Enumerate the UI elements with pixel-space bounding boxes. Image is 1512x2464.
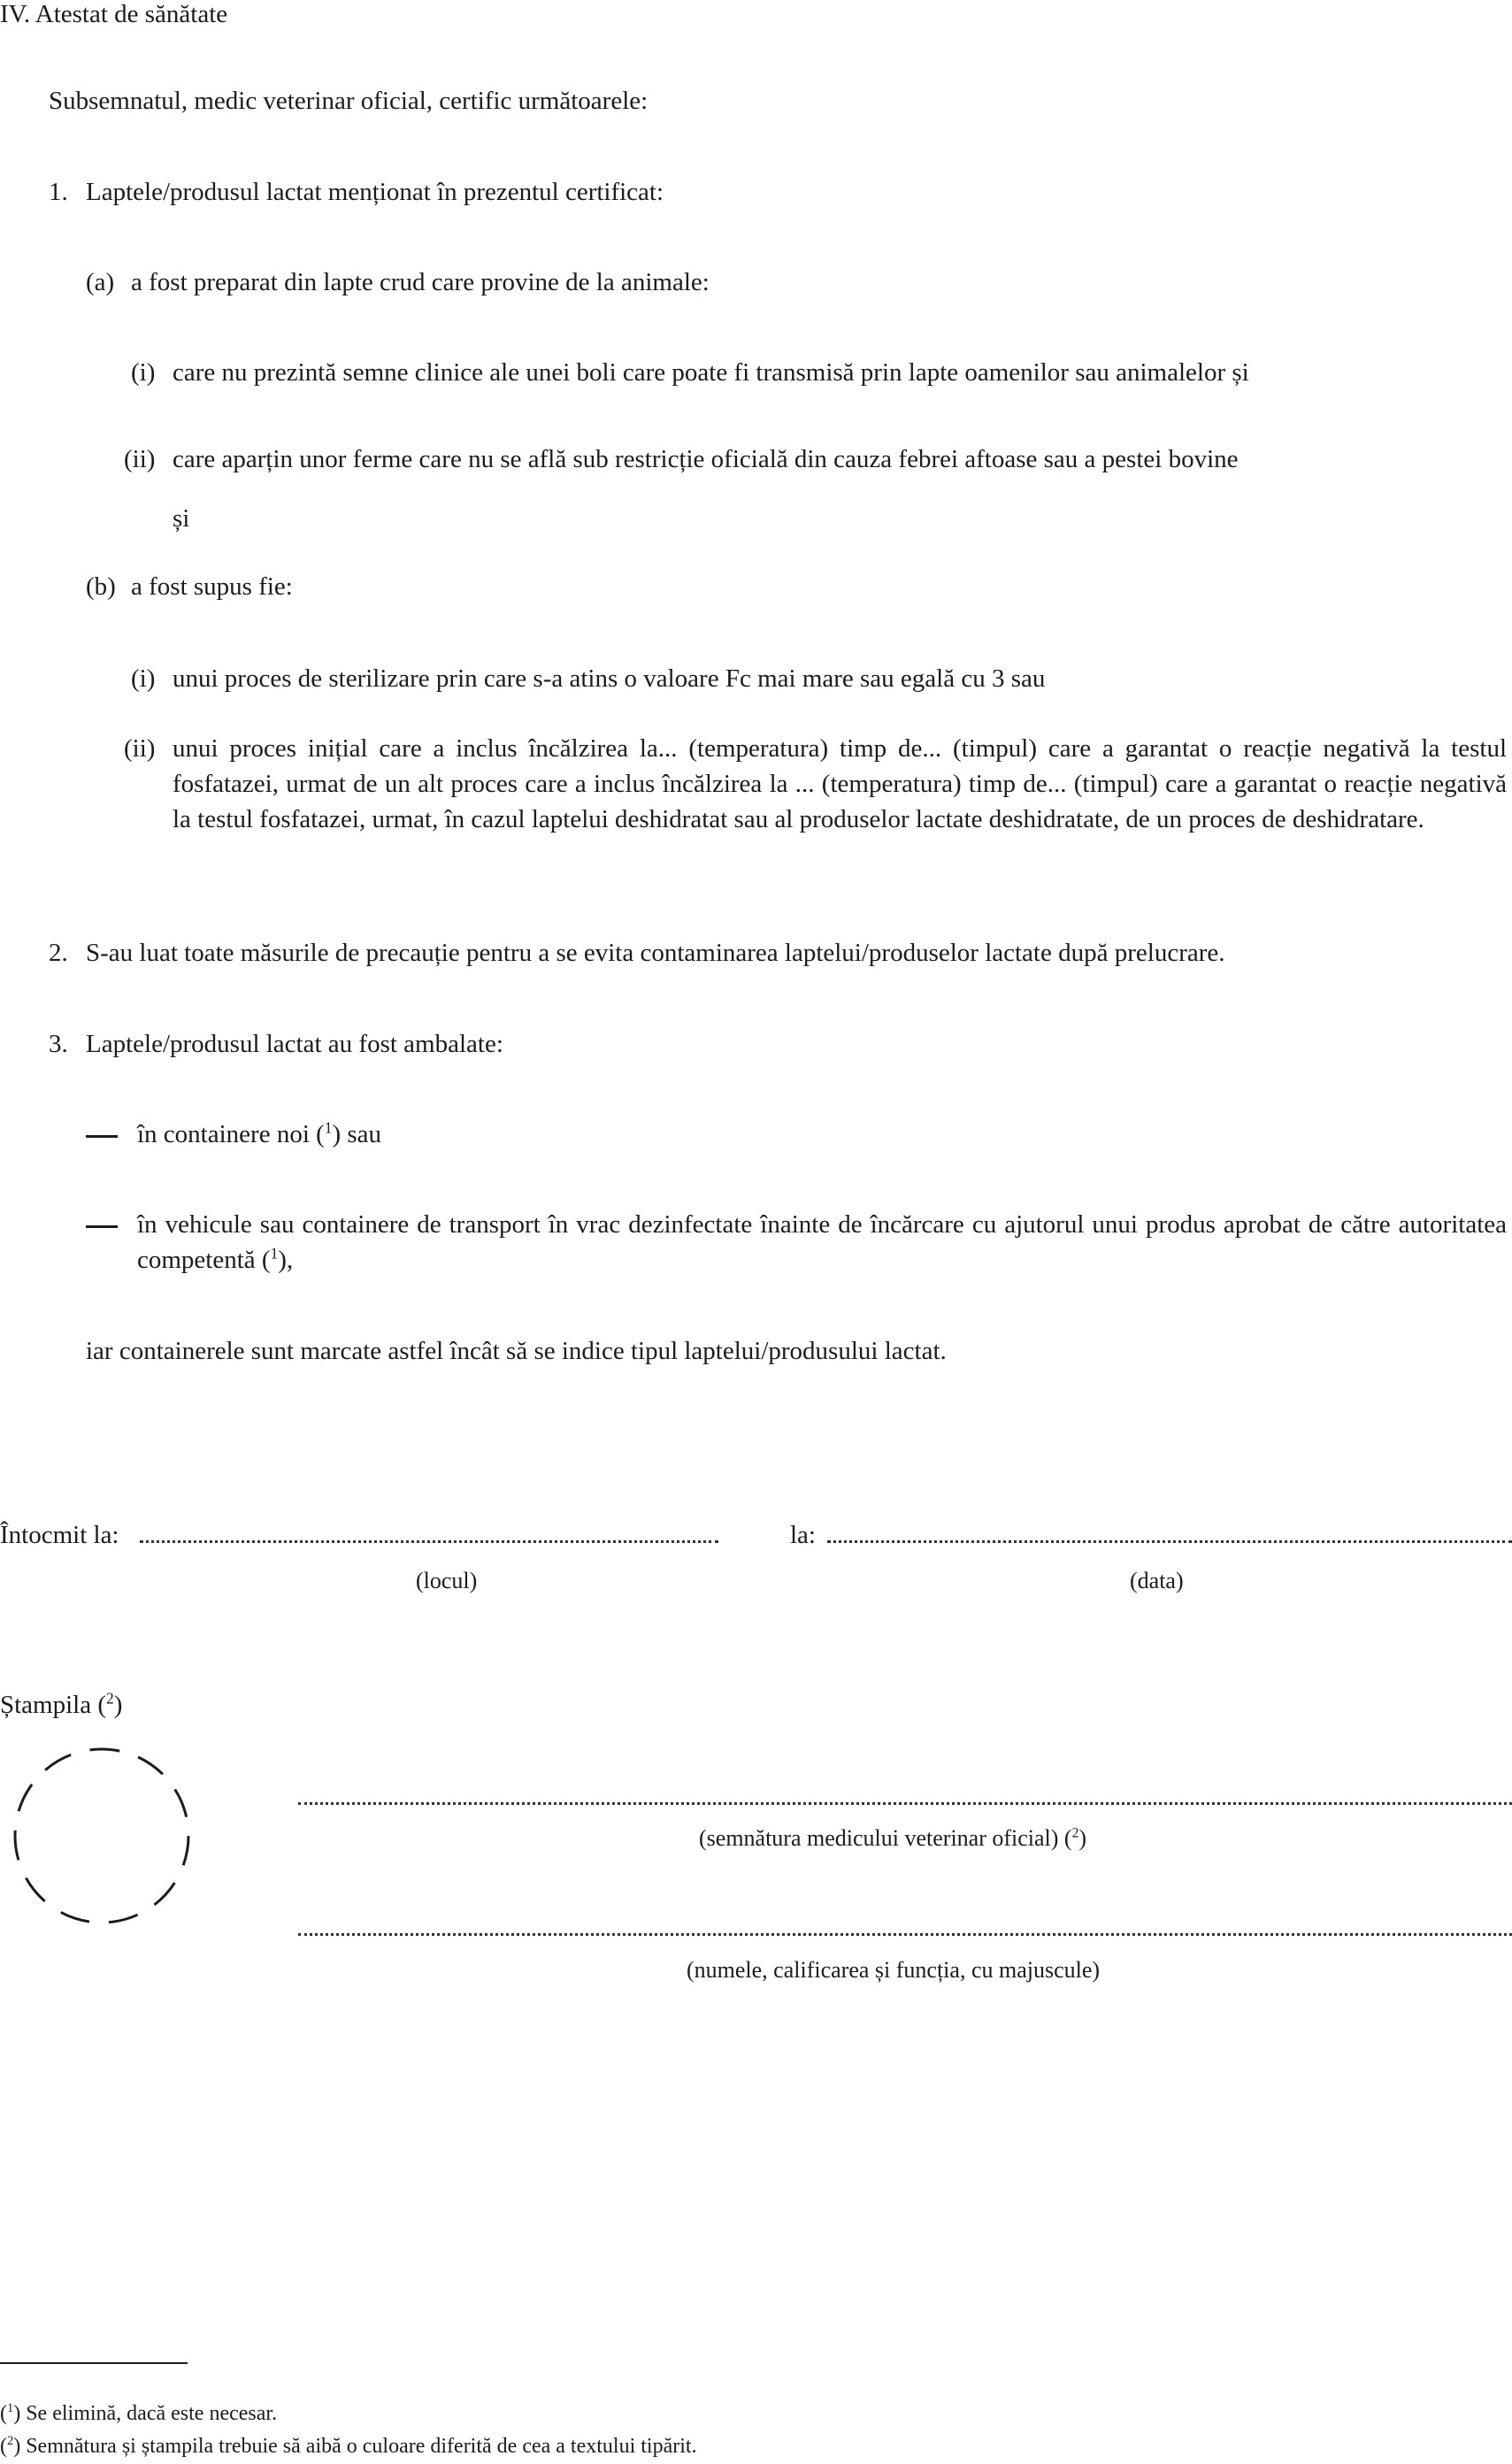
item-number: (a) bbox=[86, 268, 115, 296]
date-label: la: bbox=[790, 1521, 816, 1549]
date-caption: (data) bbox=[1130, 1568, 1184, 1593]
place-field[interactable] bbox=[140, 1540, 718, 1543]
item-text: Laptele/produsul lactat menționat în prezentul certificat: bbox=[86, 178, 664, 206]
footnote: ($^1$) Se elimină, dacă este necesar. bbox=[0, 2401, 278, 2425]
dash-bullet bbox=[86, 1135, 118, 1138]
item-number: 3. bbox=[49, 1030, 68, 1058]
date-field[interactable] bbox=[827, 1540, 1512, 1543]
section-title: IV. Atestat de sănătate bbox=[0, 0, 228, 28]
item-text: S-au luat toate măsurile de precauție pentru a se evita contaminarea laptelui/produselor lactate după prelucrare. bbox=[86, 939, 1225, 967]
footnote: ($^2$) Semnătura și ștampila trebuie să aibă o culoare diferită de cea a textului tipărit. bbox=[0, 2434, 697, 2458]
item-number: (b) bbox=[86, 572, 116, 601]
item-number: (i) bbox=[131, 358, 156, 387]
item-text: a fost preparat din lapte crud care provine de la animale: bbox=[131, 268, 710, 296]
stamp-circle bbox=[9, 1743, 195, 1929]
item-number: (ii) bbox=[124, 445, 156, 473]
item-number: (ii) bbox=[124, 734, 156, 763]
item-number: (i) bbox=[131, 664, 156, 693]
signature-caption: (semnătura medicului veterinar oficial) ($^2$) bbox=[699, 1825, 1087, 1851]
stamp-label: Ștampila ($^2$) bbox=[0, 1689, 123, 1719]
dash-item-text: în containere noi ($^1$) sau bbox=[137, 1118, 382, 1148]
item-text: unui proces de sterilizare prin care s-a atins o valoare Fc mai mare sau egală cu 3 sau bbox=[173, 664, 1046, 693]
item-text: care nu prezintă semne clinice ale unei boli care poate fi transmisă prin lapte oamenilor sau animalelor și bbox=[173, 358, 1249, 387]
dash-item-text: în vehicule sau containere de transport în vrac dezinfectate înainte de încărcare cu ajutorul unui produs aprobat de către autoritatea competentă ($^1$), bbox=[137, 1210, 1507, 1274]
item-text: a fost supus fie: bbox=[131, 572, 293, 601]
intro-text: Subsemnatul, medic veterinar oficial, certific următoarele: bbox=[49, 87, 649, 115]
item-text: Laptele/produsul lactat au fost ambalate: bbox=[86, 1030, 503, 1058]
item-text: unui proces inițial care a inclus încălzirea la... (temperatura) timp de... (timpul) care a garantat o reacție negativă la testul fosfatazei, urmat de un alt proces care a inclus încălzirea la ... (temperatura) timp de... (timpul) care a garantat o reacție negativă la testul fosfatazei, urmat, în cazul laptelui deshidratat sau al produselor lactate deshidratate, de un proces de deshidratare. bbox=[173, 734, 1507, 833]
place-caption: (locul) bbox=[416, 1568, 478, 1593]
place-label: Întocmit la: bbox=[0, 1521, 119, 1549]
dash-bullet bbox=[86, 1225, 118, 1228]
item-number: 1. bbox=[49, 178, 68, 206]
footnote-divider bbox=[0, 2362, 188, 2364]
signature-field[interactable] bbox=[298, 1802, 1512, 1805]
closing-text: iar containerele sunt marcate astfel încât să se indice tipul laptelui/produsului lactat. bbox=[86, 1337, 947, 1365]
item-text: care aparțin unor ferme care nu se află sub restricție oficială din cauza febrei aftoase sau a pestei bovine bbox=[173, 445, 1239, 473]
name-caption: (numele, calificarea și funcția, cu majuscule) bbox=[687, 1957, 1101, 1983]
name-field[interactable] bbox=[298, 1933, 1512, 1936]
conjunction: și bbox=[173, 504, 190, 533]
item-number: 2. bbox=[49, 939, 68, 967]
